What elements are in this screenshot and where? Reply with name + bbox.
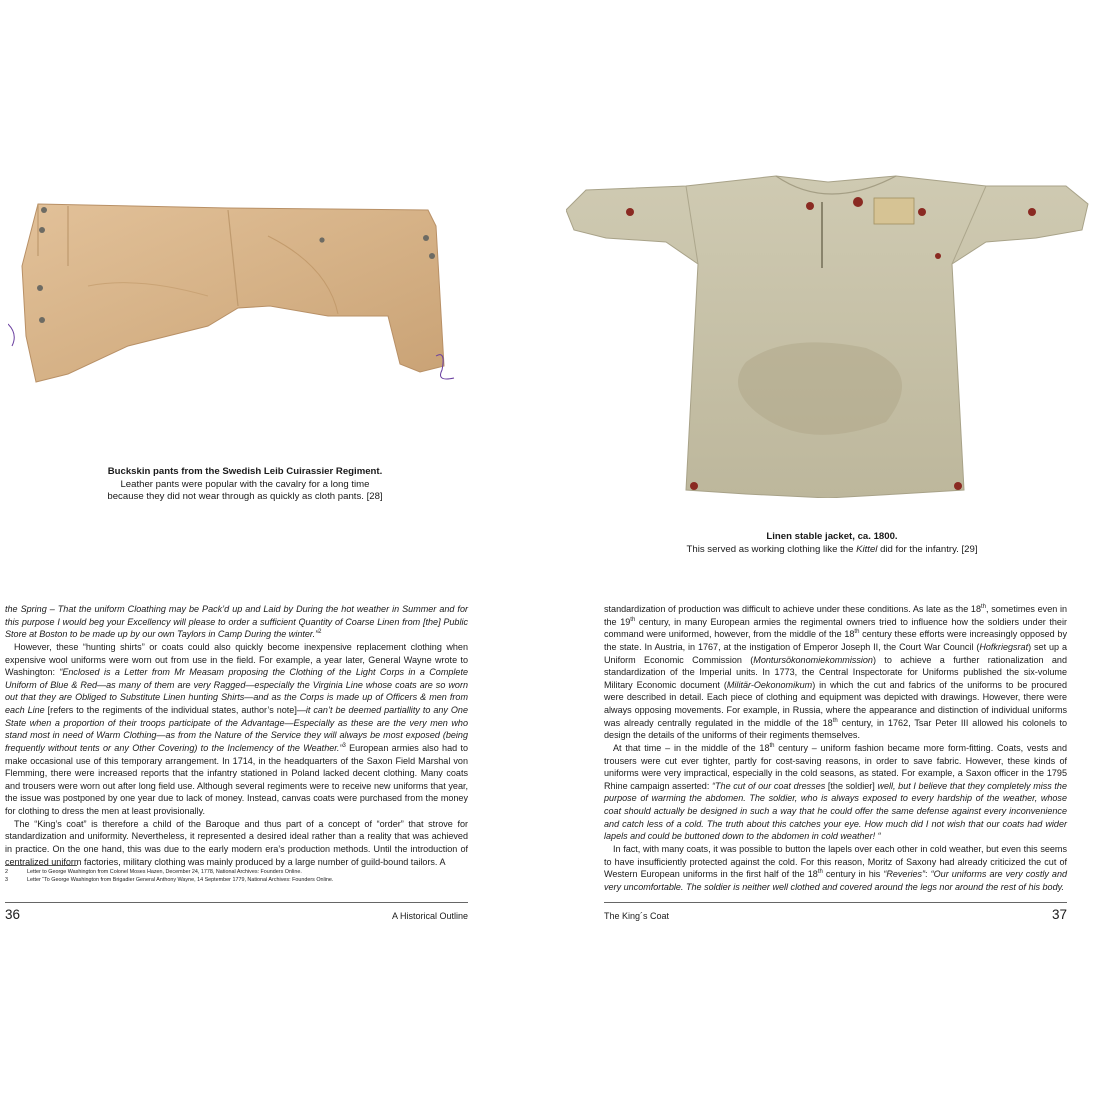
- footnote-3: [5, 876, 468, 884]
- footnote-ref-3: 3: [342, 742, 346, 749]
- footnote-text: Letter “To George Washington from Brigadier General Anthony Wayne, 14 September 1779, National Archives: Founders Online.: [27, 877, 334, 884]
- pants-caption: [20, 466, 470, 504]
- right-page: [552, 0, 1105, 1105]
- text-span: However, these “hunting shirts” or coats could also quickly become inexpensive replacement clothing when expensive wool uniforms were worn out from use in the field. For example, a year later, General Wayne wrote to Washington:: [5, 641, 468, 678]
- moritz-quote: “Our uniforms are very costly and very uncomfortable. The soldier is neither well clothed and covered around the legs nor around the rest of his body.: [604, 869, 1068, 892]
- page-number-right: 37: [1051, 907, 1067, 922]
- footnote-number: 2: [5, 869, 8, 875]
- footnote-number: 3: [5, 877, 8, 884]
- ordinal-suffix: th: [832, 717, 838, 724]
- text-span: :: [925, 869, 931, 880]
- jacket-caption-line: [592, 544, 1072, 557]
- author-note: [refers to the regiments of the individual states, author’s note]: [44, 705, 297, 715]
- text-span: European armies also had to make occasional use of this temporary arrangement. In 1714, in the headquarters of the Saxon Field Marshal von Flemming, there were increased reports that the infantry stationed in Poland lacked decent clothing. Many coats and trousers were worn out after long field use. Although several regiments were to receive new uniforms that year, the issue was postponed by one year due to lack of money. Instead, canvas coats were purchased from the money for clothing to dress the men at least provisionally.: [5, 742, 468, 816]
- running-head-right: The King´s Coat: [604, 911, 670, 921]
- text-span: century, in 1762, Tsar Peter III allowed his colonels to design the details of the uniforms of their regiments themselves.: [604, 717, 1067, 741]
- ordinal-suffix: th: [817, 869, 823, 876]
- saxon-officer-quote-part-1: “The cut of our coat dresses: [712, 780, 826, 791]
- footnotes: [5, 868, 468, 885]
- page-number-left: 36: [5, 907, 21, 922]
- buckskin-pants-photo: [8, 196, 476, 390]
- right-footer-rule: [604, 902, 1067, 903]
- text-span: This served as working clothing like the: [686, 543, 857, 555]
- term-militaer-oekonomikum: Militär-Oekonomikum: [726, 679, 813, 690]
- left-paragraph-3: The “King’s coat” is therefore a child of the Baroque and thus part of a concept of “order” that strove for standardization and uniformity. Nevertheless, it represented a desired ideal rather than a reality that was achieved in practice. On the one hand, this was due to the early modern era’s production methods. Until the introduction of centralized uniform factories, military clothing was mainly produced by a large number of guild-bound tailors. A: [5, 818, 468, 867]
- text-span: ) set up a Uniform Economic Commission (: [604, 641, 1067, 665]
- jacket-caption-title: Linen stable jacket, ca. 1800.: [766, 531, 898, 542]
- footnote-2: [5, 868, 468, 876]
- kittel-term: Kittel: [856, 543, 878, 555]
- pants-caption-line-1: Leather pants were popular with the cavalry for a long time: [120, 478, 370, 490]
- running-head-left: A Historical Outline: [391, 911, 468, 921]
- jacket-caption: [592, 531, 1072, 556]
- term-montursoekonomiekommission: Montursökonomiekommission: [753, 654, 873, 665]
- footnote-text: Letter to George Washington from Colonel Moses Hazen, December 24, 1778, National Archives: Founders Online.: [27, 869, 302, 875]
- text-span: century – uniform fashion became more form-fitting. Coats, vests and trousers were cut ever tighter, partly for cost-saving reasons, in order to save fabric. However, these kinds of uniforms were very impractical, especially in the cold seasons, as stated. For example, a Saxon officer in the 1795 Rhine campaign asserted:: [604, 742, 1067, 791]
- left-body-text: [5, 603, 468, 868]
- saxon-officer-quote-part-2: well, but I believe that they completely miss the purpose of warming the abdomen. The soldier, who is always exposed to every hardship of the weather, whose coat should actually be designed in such a way that he could offer the same defense against every inconvenience and catch less of a cold. The truth about this catches your eye. How much did I not wish that our coats had wider lapels and could be buttoned down to the abdomen in cold weather! “: [604, 780, 1067, 842]
- text-span: century these efforts were increasingly opposed by the state. In Austria, in 1767, at the instigation of Emperor Joseph II, the Court War Council (: [604, 629, 1067, 652]
- hazen-quote: the Spring – That the uniform Cloathing may be Pack’d up and Laid by During the hot weather in Summer and for this purpose I would beg your Excellency will please to order a sufficient Quantity of Coarse Linen from [the] Public Store at Boston to be made up by our own Taylors in Camp During the winter.”: [5, 604, 468, 640]
- term-hofkriegsrat: Hofkriegsrat: [979, 641, 1029, 652]
- right-paragraph-2: [604, 742, 1067, 843]
- reveries-title: “Reveries”: [883, 869, 926, 880]
- text-span: ) to achieve a further rationalization and standardization of the Imperial units. In 1773, the Central Inspectorate for Uniforms published the six-volume Military Economic document (: [604, 654, 1067, 690]
- text-span: century, in many European armies the regimental owners tried to influence how the soldiers under their command were uniformed, however, from the middle of the 18: [604, 616, 1067, 640]
- wayne-quote-part-1: “Enclosed is a Letter from Mr Measam proposing the Clothing of the Light Corps in a Complete Uniform of Blue & Red—as many of them are very Ragged—especially the Virginia Line whose coats are so worn out that they are Obliged to Substitute Linen hunting Shirts—and as the Corps is made up of Officers & men from each Line: [5, 667, 468, 715]
- right-body-text: [604, 603, 1067, 893]
- buckskin-pants-image: [8, 196, 476, 390]
- linen-jacket-image: [566, 172, 1090, 498]
- text-span: In fact, with many coats, it was possible to button the lapels over each other in cold weather, but even this seems to have insufficiently protected against the cold. For this reason, Moritz of Saxony had already criticized the cut of Western European uniforms in the first half of the 18: [604, 843, 1067, 880]
- text-span: ) in which the cut and fabrics of the uniforms to be procured were described in detail. Each piece of clothing and equipment was depicted with drawings. However, there were always opposing movements. For example, in Russia, where the appearance and distinction of individual uniforms was already centrally regulated in the middle of the 18: [604, 679, 1067, 728]
- ordinal-suffix: th: [854, 629, 860, 636]
- right-paragraph-3: [604, 843, 1067, 894]
- left-paragraph-1: [5, 603, 468, 641]
- left-paragraph-2: [5, 641, 468, 818]
- text-span: standardization of production was difficult to achieve under these conditions. As late as the 18: [604, 604, 981, 614]
- footnote-divider: [5, 865, 77, 866]
- text-span: did for the infantry. [29]: [877, 543, 978, 555]
- footnote-ref-2: 2: [318, 629, 322, 636]
- text-span: At that time – in the middle of the 18: [613, 742, 770, 753]
- wayne-quote-part-2: —it can’t be deemed partiallity to any One State when a proportion of their troops participate of the Advantage—Especially as these are the very men who stand most in need of Warm Clothing—as from the Nature of the Service they will always be most exposed (being frequently without tents or any Other Covering) to the Inclemency of the Weather.”: [5, 705, 468, 753]
- right-paragraph-1: [604, 603, 1067, 742]
- left-footer-rule: [5, 902, 468, 903]
- pants-caption-line-2: because they did not wear through as quickly as cloth pants. [28]: [107, 491, 383, 502]
- ordinal-suffix: th: [769, 742, 775, 749]
- left-page: [0, 0, 552, 1105]
- pants-caption-title: Buckskin pants from the Swedish Leib Cuirassier Regiment.: [107, 466, 383, 477]
- text-span: century in his: [822, 869, 884, 880]
- author-note: [the soldier]: [825, 780, 878, 791]
- linen-jacket-photo: [566, 172, 1090, 498]
- text-span: , sometimes even in the 19: [604, 604, 1067, 627]
- ordinal-suffix: th: [630, 616, 636, 623]
- ordinal-suffix: th: [981, 603, 987, 610]
